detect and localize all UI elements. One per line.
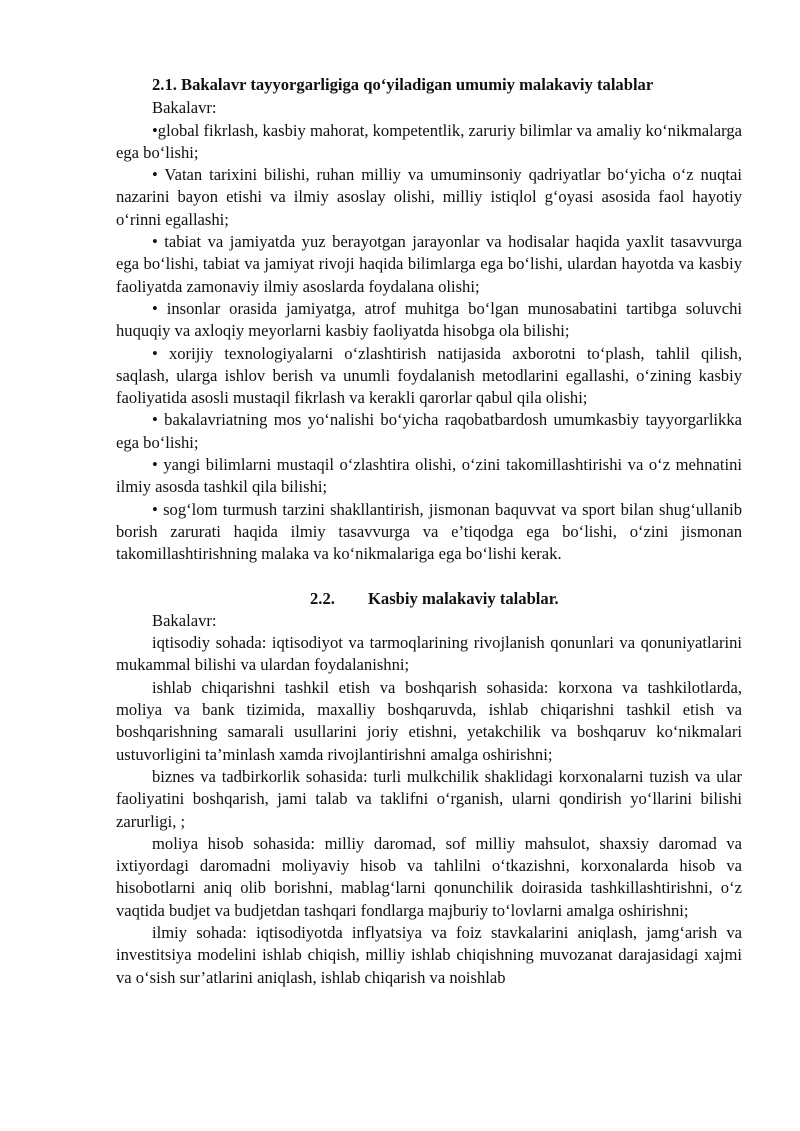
paragraph: ishlab chiqarishni tashkil etish va boshqarish sohasida: korxona va tashkilotlarda, moliya va bank tizimida, maxalliy boshqaruvda, ishlab chiqarishni tashkil etish va boshqarishning samarali usullarini joriy etishni, yetakchilik va boshqaruv ko‘nikmalari ustuvorligini ta’minlash xamda rivojlantirishni amalga oshirishni; [116,677,742,764]
paragraph: • Vatan tarixini bilishi, ruhan milliy va umuminsoniy qadriyatlar bo‘yicha o‘z nuqtai nazarini bayon etishi va ilmiy asoslay olishi, milliy istiqlol g‘oyasi asosida faol hayotiy o‘rinni egallashi; [116,165,742,229]
section-2-paragraphs [116,632,742,989]
section-label: Bakalavr: [152,610,217,630]
paragraph: •global fikrlash, kasbiy mahorat, kompetentlik, zaruriy bilimlar va amaliy ko‘nikmalarga ega bo‘lishi; [116,120,742,162]
section-heading-2-2 [116,588,742,610]
paragraph: • yangi bilimlarni mustaqil o‘zlashtira olishi, o‘zini takomillashtirishi va o‘z mehnatini ilmiy asosda tashkil qila bilishi; [116,455,742,497]
paragraph: ilmiy sohada: iqtisodiyotda inflyatsiya va foiz stavkalarini aniqlash, jamg‘arish va investitsiya modelini ishlab chiqish, milliy ishlab chiqishning muvozanat darajasidagi xajmi va o‘sish sur’atlarini aniqlash, ishlab chiqarish va noishlab [116,922,742,987]
paragraph: • tabiat va jamiyatda yuz berayotgan jarayonlar va hodisalar haqida yaxlit tasavvurga ega bo‘lishi, tabiat va jamiyat rivoji haqida bilimlarga ega bo‘lishi, ulardan hayotda va kasbiy faoliyatda zamonaviy ilmiy asoslarda foydalana olishi; [116,232,742,296]
section-heading-2-1: 2.1. Bakalavr tayyorgarligiga qo‘yiladigan umumiy malakaviy talablar [152,75,654,94]
section-number: 2.2. [310,588,335,608]
section-1-paragraphs [116,120,742,566]
paragraph: moliya hisob sohasida: milliy daromad, sof milliy mahsulot, shaxsiy daromad va ixtiyordagi daromadni moliyaviy hisob va tahlilni o‘tkazishni, korxonalarda hisob va hisobotlarni aniq olib borishni, mablag‘larni qonunchilik doirasida tashkillashtirishni, o‘z vaqtida budjet va budjetdan tashqari fondlarga majburiy to‘lovlarni amalga oshirishni; [116,833,742,920]
paragraph: • bakalavriatning mos yo‘nalishi bo‘yicha raqobatbardosh umumkasbiy tayyorgarlikka ega bo‘lishi; [116,410,742,452]
section-label: Bakalavr: [152,98,217,118]
paragraph: • sog‘lom turmush tarzini shakllantirish, jismonan baquvvat va sport bilan shug‘ullanib borish zarurati haqida ilmiy tasavvurga va e’tiqodga ega bo‘lishi, o‘zini jismonan takomillashtirishning malaka va ko‘nikmalariga ega bo‘lishi kerak. [116,499,742,564]
document-page [116,74,742,989]
paragraph: iqtisodiy sohada: iqtisodiyot va tarmoqlarining rivojlanish qonunlari va qonuniyatlarini mukammal bilishi va ulardan foydalanishni; [116,633,742,675]
paragraph: biznes va tadbirkorlik sohasida: turli mulkchilik shaklidagi korxonalarni tuzish va ular faoliyatini boshqarish, jami talab va taklifni o‘rganish, ularni qondirish yo‘llarini bilishi zarurligi, ; [116,766,742,831]
paragraph: • xorijiy texnologiyalarni o‘zlashtirish natijasida axborotni to‘plash, tahlil qilish, saqlash, ularga ishlov berish va unumli foydalanish metodlarini egallashi, o‘zining kasbiy faoliyatida asosli mustaqil fikrlash va kerakli qarorlar qabul qila olishi; [116,343,742,408]
section-title: Kasbiy malakaviy talablar. [368,588,559,608]
paragraph: • insonlar orasida jamiyatga, atrof muhitga bo‘lgan munosabatini tartibga soluvchi huquqiy va axloqiy meyorlarni kasbiy faoliyatda hisobga ola bilishi; [116,298,742,341]
